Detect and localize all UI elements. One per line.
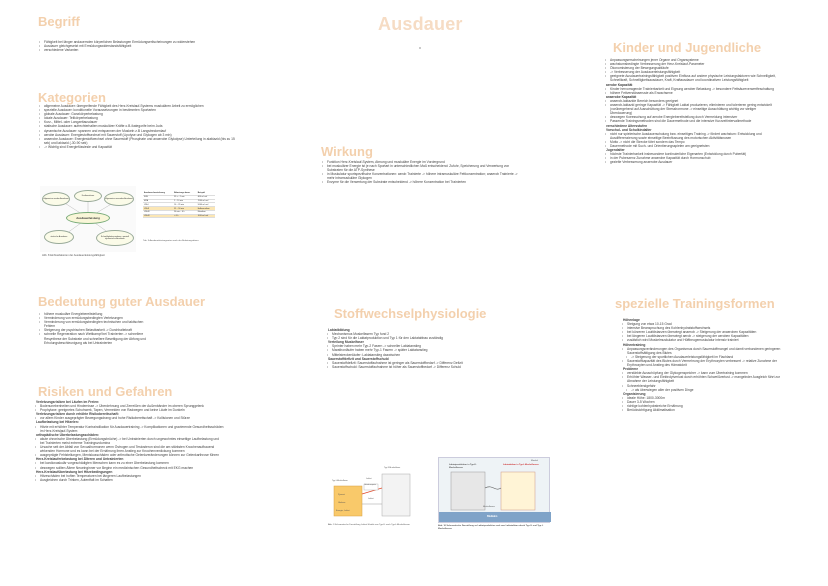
ausdauer-concept-diagram [40,186,136,252]
list-subheading: Probleme [623,367,639,372]
trainingsformen-list [621,318,789,412]
table-cell: 1500 m Lauf [197,199,215,203]
list-item: • Ausdauer gleichgesetzt mit Ermüdungswiderstandsfähigkeit [38,44,208,48]
list-item: • -> Verbesserung der Ausdauerleistungsfähigkeit [604,70,779,74]
figure-caption: Abb. 10 Schematische Darstellung zu Laktatproduktion und zum Laktatabbau durch Typ-II- und Typ-I-Muskelfasern [438,525,544,530]
list-item: • Sauerstoffschuld: Sauerstoffaufnahme ist höher als Sauerstoffbedarf -> Differenz Schuld [326,365,516,369]
table-cell: LZA III [143,210,173,214]
table-cell: > 6 h [173,214,197,218]
list-item: • in der Pubeszenz Zunahme anaerobe Kapazität durch Hormonschub [604,156,779,160]
list-item: • Erhöhter Wasser- und Elektrolytverlust durch erhöhten Schweißverlust -> mangelnder Ausgleich führt zur Abnahme der Leistungsfähigkeit [621,375,789,383]
diagram-label: Laktatproduktion in Typ-II-Muskelfasern [449,464,477,469]
list-subheading: Verletzungsrisiken durch erhöhte Risikobereitschaft: [36,412,119,417]
list-subheading: Höhenlage [623,318,640,322]
list-item: • gezielte Verbesserung anaerobe Ausdauer [604,160,779,164]
table-cell: MZA [143,199,173,203]
list-item: • in Muskulatur sportspezifische Konzentrationen: aerob Trainierte -> höhere intramuskuläre Fettkonzentration; anaerob Trainierte -> mehr intramuskuläre Glykogen [321,172,521,180]
list-item: • -> als überwiegen aller der positiven Dinge [621,388,789,392]
list-subheading: Herz-Kreislauferbelastung bei Älteren und Untrainierten [36,457,124,462]
decorative-dot [419,47,421,49]
diagram-label: Laktattransporter [364,485,377,486]
list-item: • statische Ausdauer: aufrechterhalten muskulärer Kräfte o.B./kategorife beim Juds [38,124,238,128]
wirkung-list [321,160,521,185]
list-item: • Typ 2 sind für die Laktatproduktion und Typ 1 für den Laktatabbau zuständig [326,336,516,340]
table-cell: Marathon [197,210,215,214]
list-item: • globale Ausdauer: Ganzkörperbelastung [38,112,238,116]
list-subheading: anaerobe Kapazität [606,94,637,99]
page-title: Ausdauer [378,14,463,34]
list-item: • spezielle Ausdauer: konditionelle Voraussetzungen in bestimmten Sportarten [38,108,238,112]
laktat-shuttle-graphic [328,464,416,522]
list-item: • verschiedene Varianten [38,48,208,52]
list-item: • Sprinter haben mehr Typ-2 Fasern -> schneller Laktatanstieg [326,344,516,348]
table-cell: 5000 m Lauf [197,203,215,207]
list-subheading: Jugendalter [606,148,625,153]
list-item: • Steigerung der psychischen Belastbarkeit -> Durchhaltekraft [38,328,153,332]
list-item: • anaerobe Ausdauer: Energiestoffwechsel ohne Sauerstoff (Phosphate und anaerobe Glykolyse) Unterteilung in alaktazid (bis zu 15 sek) und laktazid (-30-90 sek) [38,137,238,145]
list-item: • Ursache seit der Abfall von Sexualhormonen wenn Östrogen und Testosteron sind die am stärksten Knochenaufbauend wirkenden Hormone und es kann bei der Ernährung ihren Anstieg zur Knochenverdickung kommen [34,445,224,453]
risiken-list [34,400,224,482]
list-item: • Prophylaxe: geeignetes Schuhwerk, Tapen, Vermeiden von Radwegen und keine Läufe im Dunkeln [34,408,224,412]
table-row [143,214,215,218]
list-item: • Motto -> nicht die Strecke tötet sondern das Tempo [604,140,779,144]
list-item: • dynamische Ausdauer: spannen und entspannen der Muskeln z.B Langstreckenlauf [38,129,238,133]
list-item: • akute chronische Überbelastung (Ermüdungsbrüche) -> bei Untrainierten durch ungewohntes einseitige Laufbelastung und bei Trainierten meist extreme Trainingsvolumina [34,437,224,445]
list-item: • Anpassungsveränderungen des Organismus durch Sauerstoffmangel und damit verbundenen geringeren Sauerstoffsättigung des Blutes [621,347,789,355]
section-heading-risiken: Risiken und Gefahren [38,384,173,399]
laktat-shuttle-diagram [328,464,416,522]
ausdauer-table [143,192,215,218]
list-subheading: Vorschul- und Schulkindalter [606,127,652,132]
table-cell: 400 m Lauf [197,195,215,199]
table-cell: 90 min – 6 h [173,210,197,214]
stoffwechsel-list [326,328,516,369]
list-subheading: Laufbelastung bei Hitzelen: [36,420,79,425]
list-item: • Kinder hervorragende Trainierbarkeit und Eignung aerober Belastung -> besondere Fettsäureverwertfeschaltung [604,87,779,91]
list-item: • wachstumsbedingte Verbesserung der Herz-Kreislauf-Parameter [604,62,779,66]
section-heading-trainingsformen: spezielle Trainingsformen [615,296,775,311]
list-item: • Kurz-, Mittel- oder Langzeitausdauer [38,120,238,124]
table-cell: 35 s – 2 min [173,195,197,199]
diagram-label: Glukose [338,502,346,504]
list-item: • bei längeren Laufdistanzen überwiegt aerob -> steigerung der aeroben Kapazitäten [621,334,789,338]
table-cell: 35 – 90 min [173,207,197,211]
diagram-label: Typ II-Muskelfaser [384,467,401,469]
table-header: Belastungs-dauer [173,192,197,195]
list-item: • bei muskulärer Energie ist je nach Sportart in unterschiedlichen Maß entscheidend: Zufuhr, Speicherung und Verwertung von Substraten für die ATP-Synthese [321,164,521,172]
list-item: • Funktion Herz-Kreislauf-System, Atmung und muskuläre Energie im Vordergrund [321,160,521,164]
list-item: • anaerob-laktazide Bereich besonders geeignet [604,99,779,103]
list-item: • -> Wichtig sind Energiefüssiesle und Kapazität [38,145,238,149]
list-subheading: Höhentraining [623,342,646,347]
section-heading-kinder: Kinder und Jugendliche [613,40,762,55]
table-cell: 100 km Lauf [197,214,215,218]
diagram-center-node: Ausdauerleistung [66,212,110,224]
list-item: • Bodenunebenheiten und Hindernisse -> Überdehnung und Zerreißen der Außenbänder im oberen Sprunggelenk [34,404,224,408]
table-header: Ausdauer-bezeichnung [143,192,173,195]
diagram-node-allgemeine-anaerobe: allgemeine anaerobe Ausdauer [104,192,134,206]
list-item: • höchste Trainierbarkeit insbesondere kontinuierliche Eigenarten (Entwicklung durch Pubertät) [604,152,779,156]
list-subheading: Laktatbildung [328,328,350,332]
list-subheading: Verteilung Muskelfaser [328,340,364,345]
list-item: • Berücksichtigung Akklimatisation [621,408,789,412]
diagram-label: Laktat [366,478,372,480]
list-item: • ausgeprägte Fehlstellungen, Meniskusschäden oder arthrotische Gelenkveränderungen können zur Gelenkarthrose führen [34,453,224,457]
list-subheading: verschiedene Altersstufen [606,123,648,128]
table-header: Beispiel [197,192,215,195]
list-item: • geeignete Ausdauertrainingsfähigkeit positiven Einfluss auf andere physische Leistungsfaktoren wie Schnelligkeit, Schnellkraft, Schnelligkeitsausdauer, Kraft, Kraftausdauer und koordinativen Leistungsfähigkeit [604,74,779,82]
diagram-label: Muskel [531,460,538,462]
list-item: • deswegen Koeesschung auf aerobe Energiebereitstellung durch Vermeidung intensiver [604,115,779,119]
diagram-node-allgemeine-aerobe: allgemeine aerobe Ausdauer [42,192,70,206]
list-subheading: Herz-Kreislaufüberlastung bei Hitzebedingungen [36,469,113,474]
list-item: • lokale Ausdauer: Teilkörperbelastung [38,116,238,120]
diagram-label: Laktat [368,498,374,500]
list-subheading: orthopädische Überbelastungsschäden: [36,432,100,437]
list-item: • verstärkte Ausschöpfung der Glykogenspeicher -> kann zum Übertraining kommen [621,371,789,375]
table-cell: LZA II [143,207,173,211]
list-item: • Passende Trainingsmethoden sind die Dauermethode und die intensive Kurzzeitintervallmethode [604,119,779,123]
section-heading-begriff: Begriff [38,14,80,29]
diagram-label: Pyruvat [338,494,345,496]
list-item: • richtige kohlenhydratreiche Ernährung [621,404,789,408]
list-item: • Fähigkeit bei länger andauernden körperlichen Belastungen Ermüdungserlischeinungen zu widerstehen [38,40,208,44]
list-item: • -> Steigerung der sportlichen Ausdauerleistungsfähigkeit im Flachland [621,355,789,359]
table-cell: LZA IV [143,214,173,218]
table-cell: 10 – 35 min [173,203,197,207]
list-item: • schnelle Regeneration nach Wettkampf bei Trainierten -> schnellere Resynthese der Substrate und schnellere Beseitigung der Abfong und Erholungsbeschleunigung als bei Untrainierten [38,332,153,344]
list-item: • Hitzte mit erhöhter Temperatur Kontraindikation für Ausdauertraining -> Komplikationen und gravierende Gesundheitsschäden im Herz-Kreislauf-System [34,425,224,433]
diagram-node-kraftausdauer: Kraftausdauer [74,190,102,202]
list-item: • Verminderung von ermüdungsbedingten technischen und taktischen Fehlern [38,320,153,328]
figure-caption: Abb. 9 Schematische Darstellung Laktat-Shuttle von Typ-II- nach Typ-I-Muskelfasern [328,524,410,526]
list-item: • Schneeblendgefahr [621,384,789,388]
list-item: • Marathonläufer haben mehr Typ-1 Fasern -> später Laktatanstieg [326,348,516,352]
kinder-list [604,58,779,164]
section-heading-bedeutung: Bedeutung guter Ausdauer [38,294,206,309]
diagram-label: Muskelfasern [483,506,495,508]
list-item: • Mittelstreckenläufer: Laktatanstieg dazwischen [326,353,516,357]
list-item: • intensive Beanspruchung des Kohlenhydratstoffwechsels [621,326,789,330]
list-item: • anaerob-laktazid geringe Kapazität -> Fähigkeit Laktat produzieren, eliminieren und tolerieren gering entwickelt (vorübergehend auf Ausschüttung der Stresshormone -> einseitige Ausschüttung wichtig vor stetiger Überdauerung) [604,103,779,115]
list-item: • Sauerstoffdefizit: Sauerstoffaufnahme ist geringer als Sauerstoffbedarf -> Differenz Defizit [326,361,516,365]
diagram-node-statische: statische Ausdauer [44,230,74,244]
list-item: • Anpassungserscheinungen jener Organe und Organsysteme [604,58,779,62]
list-item: • Dauermethode mit Such- und Orientierungsspielen am geeignetsten [604,144,779,148]
list-item: • nicht nur spielerische Ausdauerschulung bzw. einseitiges Training -> fördert wachstum: Entwicklung und Ausdifferenzierung sowie einseitige Beeinflussung des motorischen Aktivitätsnusen [604,132,779,140]
list-item: • Ökonomisierung der Bewegungsabläufe [604,66,779,70]
list-item: • Mechanismus Muskelfasern Typ fund 2 [326,332,516,336]
kategorien-list [38,104,238,149]
list-item: • zusätzlich wird Muskelmuskulatur und Hüftbeugemuskulatur intensiv trainiert [621,338,789,342]
list-subheading: aerobe Kapazität [606,82,633,87]
section-heading-kategorien: Kategorien [38,90,106,105]
list-item: • Dauer 3-5 Wochen [621,400,789,404]
list-item: • bei kürzeren Laufdistanzen überwiegt anaerob -> Steigerung der anaeroben Kapazitäten [621,330,789,334]
list-item: • Steigung von etwa 10-15 Grad [621,322,789,326]
laktat-produktion-diagram [438,457,550,523]
list-item: • ideale Höhe: 1800-3000m [621,396,789,400]
figure-caption: Abb. 8 Einflussfaktoren der Ausdauerleistungsfähigkeit [42,254,105,257]
table-caption: Tab. 3 Ausdauerleistungsarten nach der Belastungsdauer [143,240,199,242]
list-item: • Hitzeschäden bei hoften Temperaturen bei längeren Laufbelastungen [34,474,224,478]
table-cell: Halbmarathon [197,207,215,211]
list-subheading: Organisierung [623,391,646,396]
list-item: • Verminderung von ermüdungsbedingten Verletzungen [38,316,153,320]
list-item: • Ausgleichen durch Trinken, Autentfalt im Schatten [34,478,224,482]
list-subheading: Verletzungsrisiken bei Läufen im Freien: [36,400,100,404]
diagram-node-schnelligkeitsausdauer: Schnelligkeitsausdauer, speziell dynamische Ausdauer [96,230,134,246]
list-item: • Enzyme für die Verwertung der Substrate entscheidend -> höhere Konzentration bei Trainierten [321,180,521,184]
list-item: • höhere muskuläre Energiebereitstellung [38,312,153,316]
list-item: • bei kardiovaskulär vorgeschädigten Menschen kann es zu einer Überbelastung kommen [34,461,224,465]
table-cell: LZA I [143,203,173,207]
list-item: • Sauerstoffkapazität des Blutes durch Vermehrung der Erythrozyten verbessert -> relative Zunahme der Erythrozyten und Anstieg des Hämatokrit [621,359,789,367]
list-item: • aerobe Ausdauer: Energiestoffwechsel mit Sauerstoff (Lipolyse und Glykogen ab 3 min) [38,133,238,137]
list-item: • höhere Fettverstänaerusie als Erwachsene [604,91,779,95]
begriff-list [38,40,208,52]
table-cell: 2 – 10 min [173,199,197,203]
diagram-label: Laktatabbau in Typ-I-Muskelfasern [503,464,539,466]
list-item: • deswegen sollten Ältere Neueinginner vor Beginn ein medizinischen Gesundheitscheck mit EKG machen [34,466,224,470]
table-cell: KZA [143,195,173,199]
list-item: • vor allem Kinder ausgeprägter Bewegungsdrang und hohe Risikobereitschaft -> Kollisionen und Stürze [34,416,224,420]
list-item: • allgemeine Ausdauer: übergreifende Fähigkeit des Herz-Kreislauf-Systems muskulären Arbeit zu ermöglichen [38,104,238,108]
section-heading-wirkung: Wirkung [321,144,373,159]
diagram-label: Energie, Laktat [336,510,350,512]
section-heading-stoffwechsel: Stoffwechselphysiologie [334,306,487,321]
bedeutung-list [38,312,153,345]
diagram-label: Blutbahn [487,515,498,518]
diagram-label: Typ I-Muskelfaser [332,480,348,482]
list-subheading: Sauerstoffdefizit und Sauerstoffschuld [328,356,389,361]
